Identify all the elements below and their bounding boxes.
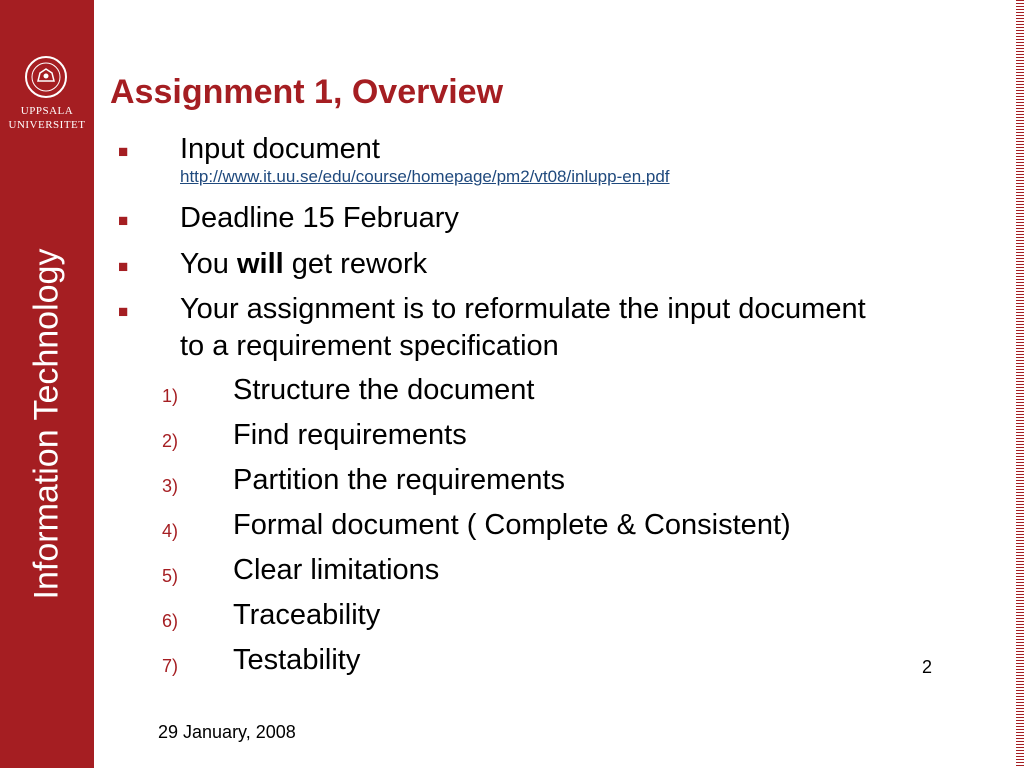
square-bullet-icon: ■ xyxy=(118,302,129,321)
step-number: 4) xyxy=(162,521,179,541)
step-number: 5) xyxy=(162,566,179,586)
page-number: 2 xyxy=(922,657,933,677)
bullet-input-document: Input document xyxy=(180,133,380,165)
sidebar xyxy=(0,0,94,768)
step-item: Formal document ( Complete & Consistent) xyxy=(233,509,791,541)
university-name-line2: UNIVERSITET xyxy=(8,119,86,131)
bullet-deadline: Deadline 15 February xyxy=(180,202,459,234)
square-bullet-icon: ■ xyxy=(118,142,129,161)
slide-title: Assignment 1, Overview xyxy=(110,73,504,111)
decorative-edge-stripes xyxy=(1016,0,1024,768)
university-name xyxy=(0,104,94,132)
department-label: Information Technology xyxy=(27,248,66,600)
bullet-assignment-line2: to a requirement specification xyxy=(180,330,559,362)
square-bullet-icon: ■ xyxy=(118,257,129,276)
university-seal-icon xyxy=(24,55,68,99)
bullet-assignment-line1: Your assignment is to reformulate the input document xyxy=(180,293,866,325)
step-number: 1) xyxy=(162,386,179,406)
square-bullet-icon: ■ xyxy=(118,211,129,230)
rework-prefix: You xyxy=(180,248,229,280)
bullet-rework xyxy=(180,246,1000,282)
step-number: 7) xyxy=(162,656,179,676)
rework-suffix: get rework xyxy=(291,248,428,280)
step-item: Find requirements xyxy=(233,419,467,451)
footer-date: 29 January, 2008 xyxy=(158,722,296,742)
step-number: 6) xyxy=(162,611,179,631)
step-item: Testability xyxy=(233,644,361,676)
university-name-line1: UPPSALA xyxy=(20,105,74,117)
step-item: Structure the document xyxy=(233,374,535,406)
step-item: Partition the requirements xyxy=(233,464,566,496)
rework-bold: will xyxy=(237,248,284,280)
step-number: 2) xyxy=(162,431,179,451)
step-item: Clear limitations xyxy=(233,554,440,586)
step-item: Traceability xyxy=(233,599,381,631)
step-number: 3) xyxy=(162,476,179,496)
input-document-link[interactable]: http://www.it.uu.se/edu/course/homepage/pm2/vt08/inlupp-en.pdf xyxy=(180,167,670,186)
